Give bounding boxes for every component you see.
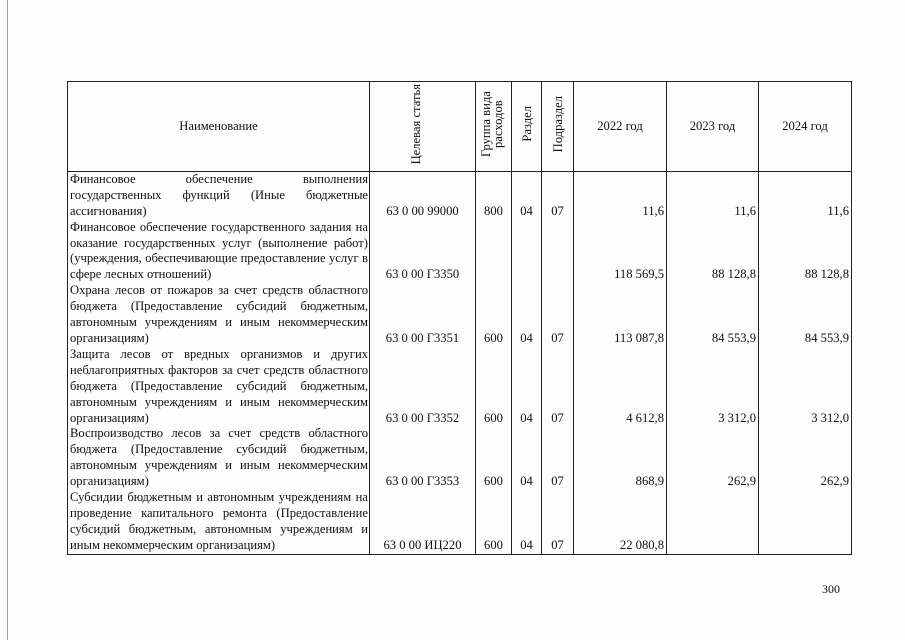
row-section (512, 220, 542, 284)
page-number: 300 (822, 582, 840, 596)
row-section: 04 (512, 490, 542, 554)
row-article: 63 0 00 Г3351 (370, 283, 476, 347)
row-group: 600 (476, 283, 512, 347)
row-name: Финансовое обеспечение выполнения государственных функций (Иные бюджетные ассигнования) (68, 171, 370, 219)
row-2022: 113 087,8 (574, 283, 667, 347)
table-row (68, 426, 852, 490)
page-margin-line (7, 0, 8, 640)
row-article: 63 0 00 ИЦ220 (370, 490, 476, 554)
row-2022: 11,6 (574, 171, 667, 219)
row-article: 63 0 00 Г3353 (370, 426, 476, 490)
budget-table (67, 81, 852, 555)
row-2023: 3 312,0 (667, 347, 759, 427)
table-row (68, 347, 852, 427)
header-expense-group: Группа вида расходов (476, 82, 512, 172)
row-subsection (542, 220, 574, 284)
row-subsection: 07 (542, 490, 574, 554)
row-article: 63 0 00 Г3350 (370, 220, 476, 284)
row-2024: 84 553,9 (759, 283, 852, 347)
table-header-row (68, 82, 852, 172)
row-name: Финансовое обеспечение государственного задания на оказание государственных услуг (выполнение работ) (учреждения, обеспечивающие предоставление услуг в сфере лесных отношений) (68, 220, 370, 284)
row-name: Воспроизводство лесов за счет средств областного бюджета (Предоставление субсидий бюджетным, автономным учреждениям и иным некоммерческим организациям) (68, 426, 370, 490)
row-group (476, 220, 512, 284)
table-row (68, 220, 852, 284)
header-article: Целевая статья (370, 82, 476, 172)
row-2024: 11,6 (759, 171, 852, 219)
row-group: 600 (476, 426, 512, 490)
row-2024 (759, 490, 852, 554)
row-subsection: 07 (542, 426, 574, 490)
row-2024: 88 128,8 (759, 220, 852, 284)
row-2022: 4 612,8 (574, 347, 667, 427)
header-2024: 2024 год (759, 82, 852, 172)
row-name: Субсидии бюджетным и автономным учреждениям на проведение капитального ремонта (Предоставление субсидий бюджетным, автономным учреждениям и иным некоммерческим организациям) (68, 490, 370, 554)
table-row (68, 171, 852, 219)
row-section: 04 (512, 426, 542, 490)
row-group: 600 (476, 347, 512, 427)
row-section: 04 (512, 283, 542, 347)
row-2024: 262,9 (759, 426, 852, 490)
header-2022: 2022 год (574, 82, 667, 172)
table-row (68, 283, 852, 347)
row-2022: 868,9 (574, 426, 667, 490)
row-section: 04 (512, 347, 542, 427)
row-name: Охрана лесов от пожаров за счет средств областного бюджета (Предоставление субсидий бюджетным, автономным учреждениям и иным некоммерческим организациям) (68, 283, 370, 347)
row-2023: 88 128,8 (667, 220, 759, 284)
header-name: Наименование (68, 82, 370, 172)
header-2023: 2023 год (667, 82, 759, 172)
row-2023: 11,6 (667, 171, 759, 219)
row-2023: 262,9 (667, 426, 759, 490)
row-2023: 84 553,9 (667, 283, 759, 347)
row-name: Защита лесов от вредных организмов и других неблагоприятных факторов за счет средств областного бюджета (Предоставление субсидий бюджетным, автономным учреждениям и иным некоммерческим организациям) (68, 347, 370, 427)
row-group: 600 (476, 490, 512, 554)
header-subsection: Подраздел (542, 82, 574, 172)
row-subsection: 07 (542, 171, 574, 219)
row-2023 (667, 490, 759, 554)
row-2022: 118 569,5 (574, 220, 667, 284)
row-section: 04 (512, 171, 542, 219)
table-row (68, 490, 852, 554)
row-2022: 22 080,8 (574, 490, 667, 554)
row-2024: 3 312,0 (759, 347, 852, 427)
header-section: Раздел (512, 82, 542, 172)
row-subsection: 07 (542, 283, 574, 347)
row-subsection: 07 (542, 347, 574, 427)
row-article: 63 0 00 Г3352 (370, 347, 476, 427)
row-group: 800 (476, 171, 512, 219)
row-article: 63 0 00 99000 (370, 171, 476, 219)
